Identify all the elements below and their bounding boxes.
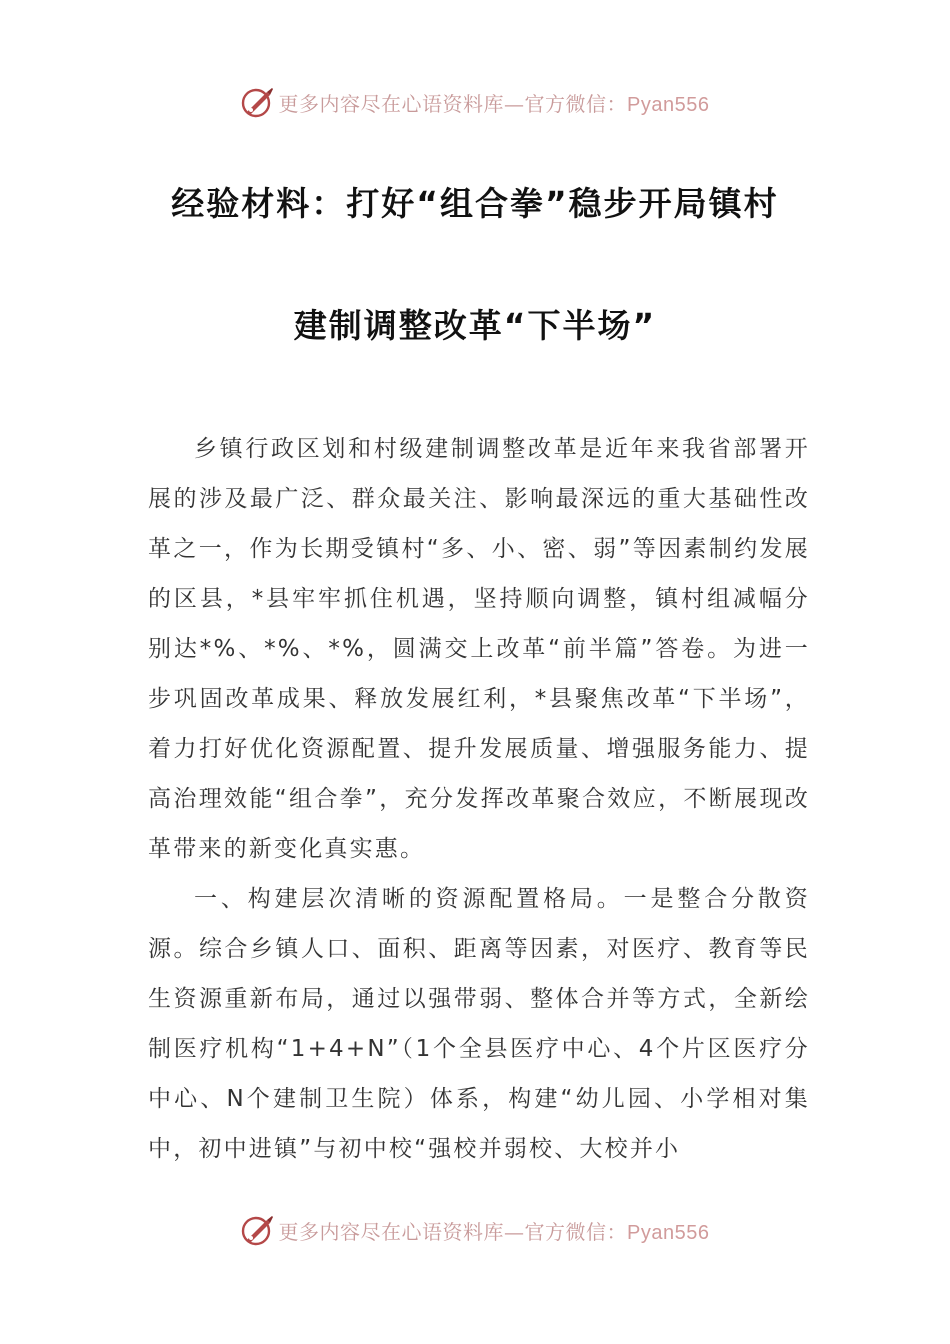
watermark-text: 更多内容尽在心语资料库—官方微信：Pyan556: [278, 1219, 710, 1244]
document-body: [148, 424, 810, 1174]
watermark-header: [0, 82, 950, 122]
document-title-line-2: 建制调整改革“下半场”: [293, 306, 657, 345]
pen-logo-icon: [241, 1213, 275, 1247]
pen-logo-icon: [241, 85, 275, 119]
watermark-footer: [0, 1210, 950, 1250]
paragraph-intro: 乡镇行政区划和村级建制调整改革是近年来我省部署开展的涉及最广泛、群众最关注、影响最深远的重大基础性改革之一，作为长期受镇村“多、小、密、弱”等因素制约发展的区县，*县牢牢抓住机遇，坚持顺向调整，镇村组减幅分别达*%、*%、*%，圆满交上改革“前半篇”答卷。为进一步巩固改革成果、释放发展红利，*县聚焦改革“下半场”，着力打好优化资源配置、提升发展质量、增强服务能力、提高治理效能“组合拳”，充分发挥改革聚合效应，不断展现改革带来的新变化真实惠。: [148, 436, 810, 862]
paragraph-section-1: 一、构建层次清晰的资源配置格局。一是整合分散资源。综合乡镇人口、面积、距离等因素，对医疗、教育等民生资源重新布局，通过以强带弱、整体合并等方式，全新绘制医疗机构“1+4+N”（1个全县医疗中心、4个片区医疗分中心、N个建制卫生院）体系，构建“幼儿园、小学相对集中，初中进镇”与初中校“强校并弱校、大校并小: [148, 886, 810, 1162]
watermark-text: 更多内容尽在心语资料库—官方微信：Pyan556: [278, 91, 710, 116]
document-title-line-1: 经验材料：打好“组合拳”稳步开局镇村: [171, 184, 779, 223]
